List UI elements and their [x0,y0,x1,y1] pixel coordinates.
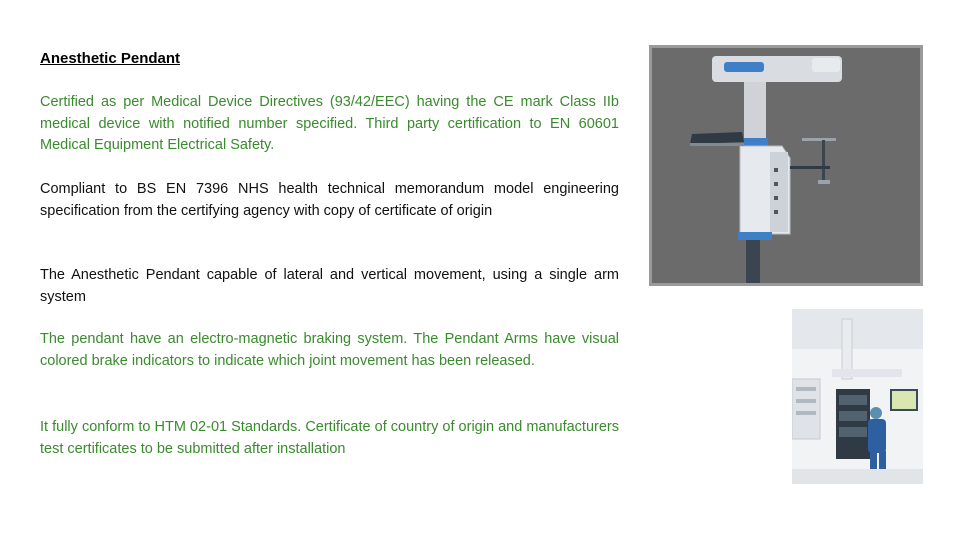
page-title: Anesthetic Pendant [40,50,181,67]
paragraph-compliance: Compliant to BS EN 7396 NHS health technical memorandum model engineering specification from the certifying agency with copy of certificate of origin [40,181,619,219]
pendant-product-image [649,45,923,286]
operating-room-photo [792,309,923,484]
paragraph-certification: Certified as per Medical Device Directives (93/42/EEC) having the CE mark Class IIb medical device with notified number specified. Third party certification to EN 60601 Medical Equipment Electrical Safety. [40,94,619,153]
paragraph-movement: The Anesthetic Pendant capable of lateral and vertical movement, using a single arm system [40,267,619,305]
paragraph-standards: It fully conform to HTM 02-01 Standards. Certificate of country of origin and manufacturers test certificates to be submitted after installation [40,419,619,457]
pendant-illustration [652,48,920,283]
paragraph-braking: The pendant have an electro-magnetic braking system. The Pendant Arms have visual colored brake indicators to indicate which joint movement has been released. [40,331,619,369]
operating-room-illustration [792,309,923,484]
